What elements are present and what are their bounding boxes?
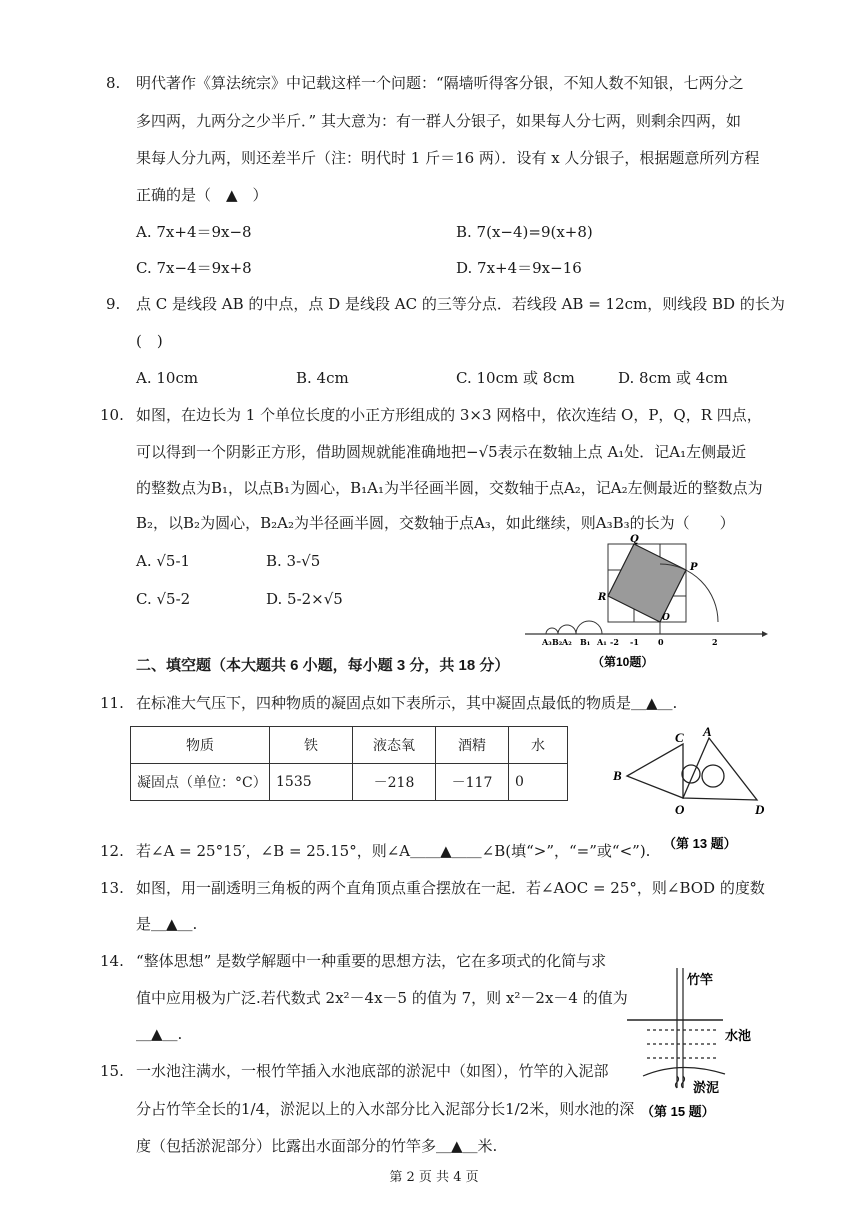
q13-caption: （第 13 题） (663, 836, 737, 851)
q15-figure (625, 964, 765, 1124)
q14-line-1: “整体思想” 是数学解题中一种重要的思想方法，它在多项式的化简与求 (136, 952, 607, 970)
q9-option-a: A. 10cm (136, 369, 199, 387)
q15-label-mud: 淤泥 (693, 1080, 720, 1095)
q11-number: 11. (100, 694, 124, 712)
q10-option-b: B. 3-√5 (266, 552, 321, 570)
table-cell: －218 (353, 764, 436, 801)
q15-line-2: 分占竹竿全长的1/4，淤泥以上的入水部分比入泥部分长1/2米，则水池的深 (136, 1100, 635, 1118)
table-cell: 0 (509, 764, 568, 801)
q8-option-c: C. 7x−4＝9x+8 (136, 259, 252, 277)
q13-line-1: 如图，用一副透明三角板的两个直角顶点重合摆放在一起．若∠AOC = 25°，则∠BOD 的度数 (136, 879, 765, 897)
q8-line-4: 正确的是（ ▲ ） (136, 186, 268, 204)
axis-label-minus2: -2 (610, 637, 619, 647)
q10-number: 10. (100, 406, 124, 424)
q10-line-3: 的整数点为B₁，以点B₁为圆心，B₁A₁为半径画半圆，交数轴于点A₂，记A₂左侧最近的整数点为 (136, 479, 763, 497)
table-cell: 水 (509, 727, 568, 764)
q8-option-b: B. 7(x−4)=9(x+8) (456, 223, 593, 241)
q13-label-a: A (703, 724, 712, 739)
q10-label-o: O (662, 613, 670, 623)
q15-line-3: 度（包括淤泥部分）比露出水面部分的竹竿多＿▲＿米. (136, 1137, 498, 1155)
table-cell: 1535 (270, 764, 353, 801)
q9-line-2: ( ) (136, 332, 163, 350)
shaded-square (608, 544, 686, 622)
q15-label-pool: 水池 (725, 1028, 752, 1043)
q8-line-3: 果每人分九两，则还差半斤（注：明代时 1 斤＝16 两）．设有 x 人分银子，根据题意所列方程 (136, 149, 760, 167)
q15-number: 15. (100, 1062, 124, 1080)
freezing-point-table (130, 726, 568, 801)
table-cell: 凝固点（单位：°C） (131, 764, 270, 801)
table-cell: －117 (436, 764, 509, 801)
q8-line-2: 多四两，九两分之少半斤．” 其大意为：有一群人分银子，如果每人分七两，则剩余四两，如 (136, 112, 741, 130)
table-cell: 酒精 (436, 727, 509, 764)
q9-option-c: C. 10cm 或 8cm (456, 369, 575, 387)
q12-text: 若∠A = 25°15′，∠B = 25.15°，则∠A＿＿▲＿＿∠B(填“>”，“=”或“<”). (136, 842, 651, 860)
q8-option-d: D. 7x+4＝9x−16 (456, 259, 582, 277)
q10-label-p: P (690, 562, 698, 573)
table-row (131, 764, 568, 801)
section-2-title: 二、填空题（本大题共 6 小题，每小题 3 分，共 18 分） (136, 657, 510, 674)
q9-option-b: B. 4cm (296, 369, 349, 387)
table-header-row (131, 727, 568, 764)
q10-figure (520, 534, 770, 674)
q8-line-1: 明代著作《算法统宗》中记载这样一个问题：“隔墙听得客分银，不知人数不知银，七两分之 (136, 74, 744, 92)
q15-caption: （第 15 题） (641, 1104, 715, 1119)
q15-label-pole: 竹竿 (687, 972, 714, 987)
q10-label-r: R (598, 592, 607, 603)
q13-line-2: 是＿▲＿. (136, 915, 198, 933)
q14-line-2: 值中应用极为广泛.若代数式 2x²－4x－5 的值为 7，则 x²－2x－4 的值为 (136, 989, 628, 1007)
q13-label-d: D (755, 802, 765, 817)
q10-option-c: C. √5-2 (136, 590, 191, 608)
axis-label-b2: B₂ (552, 637, 563, 647)
axis-label-a3: A₃ (542, 637, 552, 647)
q9-line-1: 点 C 是线段 AB 的中点，点 D 是线段 AC 的三等分点．若线段 AB = 12cm，则线段 BD 的长为 (136, 295, 785, 313)
axis-label-two: 2 (712, 637, 718, 647)
q9-number: 9. (106, 295, 121, 313)
axis-label-a1: A₁ (597, 637, 607, 647)
q8-number: 8. (106, 74, 121, 92)
table-cell: 液态氧 (353, 727, 436, 764)
q10-caption: （第10题） (592, 655, 654, 669)
table-cell: 物质 (131, 727, 270, 764)
q12-number: 12. (100, 842, 124, 860)
q10-label-q: Q (630, 534, 639, 545)
q14-number: 14. (100, 952, 124, 970)
axis-label-a2: A₂ (562, 637, 572, 647)
table-cell: 铁 (270, 727, 353, 764)
q10-option-a: A. √5-1 (136, 552, 191, 570)
q9-option-d: D. 8cm 或 4cm (618, 369, 728, 387)
q15-line-1: 一水池注满水，一根竹竿插入水池底部的淤泥中（如图），竹竿的入泥部 (136, 1062, 609, 1080)
axis-label-b1: B₁ (580, 637, 591, 647)
q13-label-c: C (675, 730, 684, 745)
q8-option-a: A. 7x+4＝9x−8 (136, 223, 252, 241)
q11-text: 在标准大气压下，四种物质的凝固点如下表所示，其中凝固点最低的物质是＿▲＿. (136, 694, 678, 712)
q10-line-2: 可以得到一个阴影正方形，借助圆规就能准确地把−√5表示在数轴上点 A₁处．记A₁左侧最近 (136, 443, 747, 461)
axis-label-minus1: -1 (630, 637, 639, 647)
q13-number: 13. (100, 879, 124, 897)
q10-option-d: D. 5-2×√5 (266, 590, 343, 608)
axis-label-zero: 0 (658, 637, 664, 647)
q10-line-4: B₂，以B₂为圆心，B₂A₂为半径画半圆，交数轴于点A₃，如此继续，则A₃B₃的长为（ ） (136, 514, 735, 532)
q14-line-3: ＿▲＿. (136, 1025, 183, 1043)
page-footer: 第 2 页 共 4 页 (389, 1170, 479, 1185)
q13-figure (605, 724, 775, 854)
q10-line-1: 如图，在边长为 1 个单位长度的小正方形组成的 3×3 网格中，依次连结 O，P，Q，R 四点， (136, 406, 762, 424)
q13-label-b: B (613, 768, 622, 783)
q13-label-o: O (675, 802, 685, 817)
